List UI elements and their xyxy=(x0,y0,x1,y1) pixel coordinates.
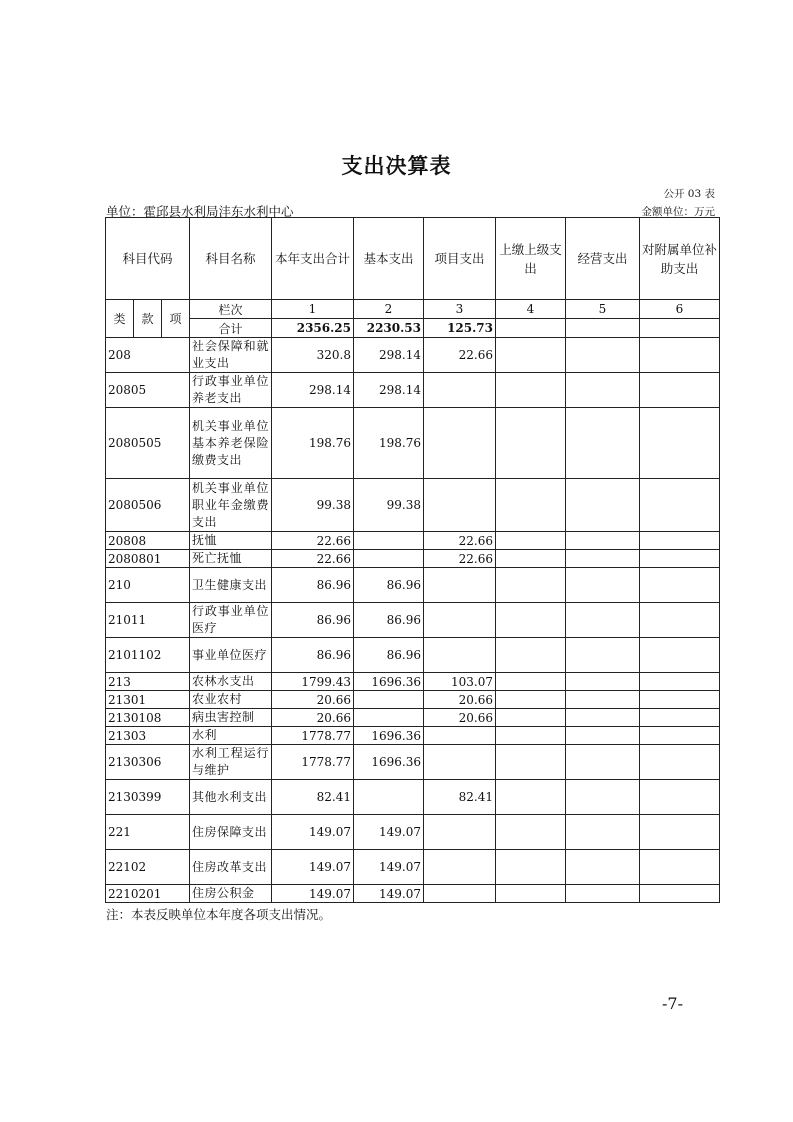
table-row xyxy=(106,550,720,568)
row-total: 1778.77 xyxy=(272,727,354,745)
row-upper xyxy=(496,885,566,903)
total-row xyxy=(106,319,720,338)
row-subsidy xyxy=(640,673,720,691)
row-total: 198.76 xyxy=(272,408,354,479)
row-basic: 1696.36 xyxy=(354,673,424,691)
row-code: 22102 xyxy=(106,850,190,885)
col-number-2: 2 xyxy=(354,300,424,319)
row-project: 82.41 xyxy=(424,780,496,815)
row-code: 21011 xyxy=(106,603,190,638)
row-business xyxy=(566,408,640,479)
row-name: 农业农村 xyxy=(190,691,272,709)
row-total: 20.66 xyxy=(272,691,354,709)
footnote: 注：本表反映单位本年度各项支出情况。 xyxy=(106,907,332,922)
table-row xyxy=(106,408,720,479)
row-code: 2080506 xyxy=(106,479,190,532)
table-row xyxy=(106,850,720,885)
row-basic xyxy=(354,780,424,815)
expenditure-table xyxy=(105,217,720,903)
table-row xyxy=(106,638,720,673)
row-total: 320.8 xyxy=(272,338,354,373)
header-code: 科目代码 xyxy=(106,218,190,300)
row-code: 221 xyxy=(106,815,190,850)
row-name: 其他水利支出 xyxy=(190,780,272,815)
total-project: 125.73 xyxy=(424,319,496,338)
unit-label: 单位：霍邱县水利局沣东水利中心 xyxy=(106,204,294,219)
row-subsidy xyxy=(640,408,720,479)
row-subsidy xyxy=(640,603,720,638)
table-row xyxy=(106,709,720,727)
row-project xyxy=(424,815,496,850)
row-name: 水利工程运行与维护 xyxy=(190,745,272,780)
row-project: 22.66 xyxy=(424,532,496,550)
row-business xyxy=(566,638,640,673)
row-subsidy xyxy=(640,691,720,709)
row-name: 住房公积金 xyxy=(190,885,272,903)
row-name: 行政事业单位医疗 xyxy=(190,603,272,638)
table-row xyxy=(106,691,720,709)
row-basic: 149.07 xyxy=(354,885,424,903)
row-business xyxy=(566,373,640,408)
row-code: 208 xyxy=(106,338,190,373)
row-code: 2210201 xyxy=(106,885,190,903)
row-project xyxy=(424,603,496,638)
row-business xyxy=(566,815,640,850)
table-row xyxy=(106,727,720,745)
row-upper xyxy=(496,691,566,709)
row-name: 抚恤 xyxy=(190,532,272,550)
row-subsidy xyxy=(640,885,720,903)
row-basic: 149.07 xyxy=(354,815,424,850)
row-project xyxy=(424,568,496,603)
total-upper xyxy=(496,319,566,338)
page-number: -7- xyxy=(662,994,683,1013)
header-kuan: 款 xyxy=(134,300,162,338)
row-subsidy xyxy=(640,850,720,885)
money-unit: 金额单位：万元 xyxy=(641,206,715,218)
row-business xyxy=(566,691,640,709)
row-business xyxy=(566,727,640,745)
total-basic: 2230.53 xyxy=(354,319,424,338)
row-business xyxy=(566,780,640,815)
page-title: 支出决算表 xyxy=(341,154,452,178)
row-basic xyxy=(354,550,424,568)
row-name: 住房改革支出 xyxy=(190,850,272,885)
row-name: 社会保障和就业支出 xyxy=(190,338,272,373)
row-project xyxy=(424,745,496,780)
row-basic: 1696.36 xyxy=(354,745,424,780)
row-subsidy xyxy=(640,709,720,727)
table-row xyxy=(106,780,720,815)
row-name: 机关事业单位基本养老保险缴费支出 xyxy=(190,408,272,479)
row-code: 2130108 xyxy=(106,709,190,727)
header-lei: 类 xyxy=(106,300,134,338)
row-basic: 298.14 xyxy=(354,338,424,373)
row-upper xyxy=(496,568,566,603)
header-lanci: 栏次 xyxy=(190,300,272,319)
row-upper xyxy=(496,408,566,479)
row-code: 2130399 xyxy=(106,780,190,815)
table-row xyxy=(106,568,720,603)
row-upper xyxy=(496,815,566,850)
row-code: 20808 xyxy=(106,532,190,550)
row-subsidy xyxy=(640,338,720,373)
row-subsidy xyxy=(640,479,720,532)
header-upper: 上缴上级支出 xyxy=(496,218,566,300)
table-row xyxy=(106,603,720,638)
row-code: 2080505 xyxy=(106,408,190,479)
table-row xyxy=(106,673,720,691)
row-total: 86.96 xyxy=(272,568,354,603)
col-number-6: 6 xyxy=(640,300,720,319)
row-subsidy xyxy=(640,815,720,850)
row-basic: 1696.36 xyxy=(354,727,424,745)
row-name: 病虫害控制 xyxy=(190,709,272,727)
header-project: 项目支出 xyxy=(424,218,496,300)
col-number-3: 3 xyxy=(424,300,496,319)
table-row xyxy=(106,885,720,903)
table-row xyxy=(106,532,720,550)
row-upper xyxy=(496,727,566,745)
row-total: 22.66 xyxy=(272,550,354,568)
row-business xyxy=(566,568,640,603)
row-project: 22.66 xyxy=(424,550,496,568)
row-code: 2130306 xyxy=(106,745,190,780)
row-upper xyxy=(496,780,566,815)
row-code: 20805 xyxy=(106,373,190,408)
table-row xyxy=(106,479,720,532)
row-business xyxy=(566,673,640,691)
row-upper xyxy=(496,850,566,885)
total-label: 合计 xyxy=(190,319,272,338)
row-upper xyxy=(496,338,566,373)
table-row xyxy=(106,815,720,850)
total-business xyxy=(566,319,640,338)
row-basic: 99.38 xyxy=(354,479,424,532)
row-project: 103.07 xyxy=(424,673,496,691)
row-total: 149.07 xyxy=(272,885,354,903)
total-amount: 2356.25 xyxy=(272,319,354,338)
row-name: 机关事业单位职业年金缴费支出 xyxy=(190,479,272,532)
row-total: 86.96 xyxy=(272,638,354,673)
row-total: 149.07 xyxy=(272,815,354,850)
row-business xyxy=(566,338,640,373)
row-basic xyxy=(354,709,424,727)
header-xiang: 项 xyxy=(162,300,190,338)
row-upper xyxy=(496,709,566,727)
row-upper xyxy=(496,673,566,691)
row-total: 1778.77 xyxy=(272,745,354,780)
header-business: 经营支出 xyxy=(566,218,640,300)
row-name: 行政事业单位养老支出 xyxy=(190,373,272,408)
row-code: 213 xyxy=(106,673,190,691)
row-total: 99.38 xyxy=(272,479,354,532)
row-upper xyxy=(496,603,566,638)
row-name: 卫生健康支出 xyxy=(190,568,272,603)
row-total: 149.07 xyxy=(272,850,354,885)
row-total: 22.66 xyxy=(272,532,354,550)
row-name: 农林水支出 xyxy=(190,673,272,691)
row-code: 21301 xyxy=(106,691,190,709)
row-project xyxy=(424,885,496,903)
table-row xyxy=(106,373,720,408)
header-total: 本年支出合计 xyxy=(272,218,354,300)
row-subsidy xyxy=(640,745,720,780)
row-basic: 298.14 xyxy=(354,373,424,408)
row-total: 1799.43 xyxy=(272,673,354,691)
row-project: 20.66 xyxy=(424,691,496,709)
row-subsidy xyxy=(640,550,720,568)
row-project xyxy=(424,638,496,673)
row-business xyxy=(566,603,640,638)
total-subsidy xyxy=(640,319,720,338)
row-basic xyxy=(354,691,424,709)
row-business xyxy=(566,850,640,885)
header-row xyxy=(106,218,720,300)
row-business xyxy=(566,479,640,532)
row-basic: 149.07 xyxy=(354,850,424,885)
row-business xyxy=(566,745,640,780)
row-project xyxy=(424,479,496,532)
row-business xyxy=(566,532,640,550)
row-basic: 86.96 xyxy=(354,568,424,603)
col-number-4: 4 xyxy=(496,300,566,319)
row-project: 22.66 xyxy=(424,338,496,373)
row-business xyxy=(566,550,640,568)
row-subsidy xyxy=(640,568,720,603)
row-basic: 198.76 xyxy=(354,408,424,479)
row-subsidy xyxy=(640,373,720,408)
table-row xyxy=(106,745,720,780)
row-name: 水利 xyxy=(190,727,272,745)
row-subsidy xyxy=(640,727,720,745)
row-upper xyxy=(496,479,566,532)
header-basic: 基本支出 xyxy=(354,218,424,300)
row-project xyxy=(424,727,496,745)
row-subsidy xyxy=(640,532,720,550)
row-upper xyxy=(496,373,566,408)
row-name: 死亡抚恤 xyxy=(190,550,272,568)
row-basic xyxy=(354,532,424,550)
row-project xyxy=(424,850,496,885)
row-subsidy xyxy=(640,638,720,673)
row-upper xyxy=(496,745,566,780)
row-business xyxy=(566,885,640,903)
row-basic: 86.96 xyxy=(354,638,424,673)
row-code: 210 xyxy=(106,568,190,603)
row-project xyxy=(424,373,496,408)
column-number-row xyxy=(106,300,720,319)
row-upper xyxy=(496,532,566,550)
row-name: 事业单位医疗 xyxy=(190,638,272,673)
row-total: 298.14 xyxy=(272,373,354,408)
row-code: 21303 xyxy=(106,727,190,745)
row-subsidy xyxy=(640,780,720,815)
row-basic: 86.96 xyxy=(354,603,424,638)
row-total: 82.41 xyxy=(272,780,354,815)
row-total: 86.96 xyxy=(272,603,354,638)
header-subsidy: 对附属单位补助支出 xyxy=(640,218,720,300)
row-project xyxy=(424,408,496,479)
row-code: 2080801 xyxy=(106,550,190,568)
row-upper xyxy=(496,638,566,673)
col-number-1: 1 xyxy=(272,300,354,319)
row-total: 20.66 xyxy=(272,709,354,727)
row-code: 2101102 xyxy=(106,638,190,673)
form-number: 公开 03 表 xyxy=(663,188,715,200)
table-row xyxy=(106,338,720,373)
row-project: 20.66 xyxy=(424,709,496,727)
header-name: 科目名称 xyxy=(190,218,272,300)
col-number-5: 5 xyxy=(566,300,640,319)
row-upper xyxy=(496,550,566,568)
row-business xyxy=(566,709,640,727)
row-name: 住房保障支出 xyxy=(190,815,272,850)
